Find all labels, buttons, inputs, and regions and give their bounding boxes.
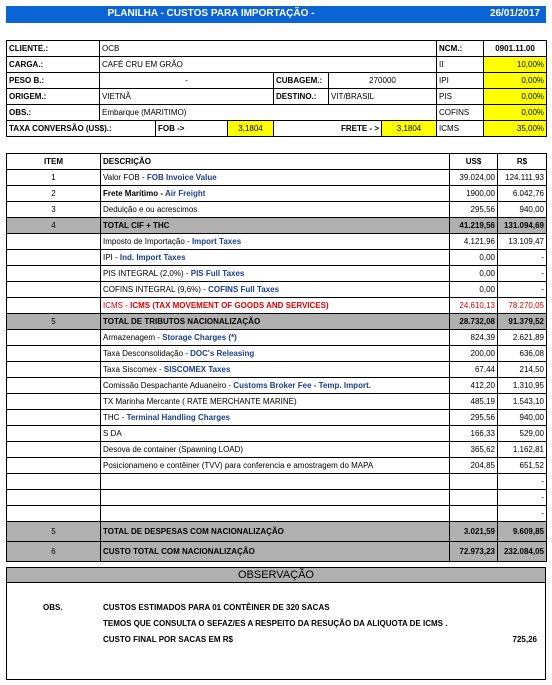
row-usd: 3.021,59 [450, 522, 498, 542]
row-description-en: FOB Invoice Value [146, 172, 217, 182]
row-item: 1 [7, 170, 101, 186]
row-description-en: Storage Charges (*) [162, 332, 237, 342]
row-description-pt: TOTAL CIF + THC [103, 220, 170, 230]
table-row [7, 410, 547, 426]
row-brl: 124.111,93 [498, 170, 547, 186]
row-item: 6 [7, 542, 101, 562]
row-description-pt: Imposto de Importação - [103, 236, 192, 246]
row-brl: 232.084,05 [498, 542, 547, 562]
table-row [7, 234, 547, 250]
row-description-en: Import Taxes [191, 236, 242, 246]
row-description-pt: Armazenagem - [103, 332, 163, 342]
frete-label: FRETE - > [274, 121, 382, 137]
table-row [7, 542, 547, 562]
table-row [7, 362, 547, 378]
table-row [7, 506, 547, 522]
row-usd: 39.024,00 [450, 170, 498, 186]
row-brl: 529,00 [498, 426, 547, 442]
row-description [101, 542, 450, 562]
row-usd: 24.610,13 [450, 298, 498, 314]
row-description-en: ICMS (TAX MOVEMENT OF GOODS AND SERVICES) [130, 300, 329, 310]
cubagem-label: CUBAGEM.: [274, 73, 329, 89]
row-usd: 1900,00 [450, 186, 498, 202]
cliente-value: OCB [100, 41, 437, 57]
row-description [101, 202, 450, 218]
table-row [7, 490, 547, 506]
row-brl: - [498, 282, 547, 298]
row-description [101, 298, 450, 314]
table-row [7, 250, 547, 266]
row-description-pt: Taxa Desconsolidação - [103, 348, 191, 358]
carga-label: CARGA.: [7, 57, 100, 73]
row-usd: 200,00 [450, 346, 498, 362]
row-item [7, 362, 101, 378]
pis-label: PIS [437, 89, 484, 105]
cofins-value: 0,00% [484, 105, 547, 121]
row-description-en: Air Freight [164, 188, 206, 198]
table-row [7, 522, 547, 542]
row-description-pt: PIS INTEGRAL (2,0%) - [103, 268, 191, 278]
row-item [7, 378, 101, 394]
table-row [7, 346, 547, 362]
obs-label: OBS.: [7, 105, 100, 121]
destino-value: VIT/BRASIL [329, 89, 437, 105]
observation-title: OBSERVAÇÃO [7, 568, 545, 583]
table-row [7, 202, 547, 218]
observation-line-1: CUSTOS ESTIMADOS PARA 01 CONTÊINER DE 320 SACAS [103, 603, 330, 612]
row-description [101, 218, 450, 234]
row-item [7, 266, 101, 282]
row-brl: 9.609,85 [498, 522, 547, 542]
row-description-pt: COFINS INTEGRAL (9,6%) - [103, 284, 209, 294]
table-row [7, 298, 547, 314]
row-description-pt: S DA [103, 428, 122, 438]
row-brl: 214,50 [498, 362, 547, 378]
row-description [101, 442, 450, 458]
row-description [101, 394, 450, 410]
row-usd [450, 490, 498, 506]
row-description-en: Ind. Import Taxes [119, 252, 186, 262]
ipi-value: 0,00% [484, 73, 547, 89]
row-usd: 4.121,96 [450, 234, 498, 250]
table-row [7, 218, 547, 234]
col-header-usd: US$ [450, 154, 498, 170]
row-description-en: COFINS Full Taxes [208, 284, 280, 294]
ncm-label: NCM.: [437, 41, 484, 57]
row-item: 3 [7, 202, 101, 218]
row-description-pt: TOTAL DE DESPESAS COM NACIONALIZAÇÃO [103, 526, 284, 536]
row-usd: 28.732,08 [450, 314, 498, 330]
row-usd: 166,33 [450, 426, 498, 442]
row-usd: 365,62 [450, 442, 498, 458]
cliente-label: CLIENTE.: [7, 41, 100, 57]
row-usd: 67,44 [450, 362, 498, 378]
observation-line-2: TEMOS QUE CONSULTA O SEFAZ/ES A RESPEITO DA RESUÇÃO DA ALIQUOTA DE ICMS . [103, 619, 448, 628]
row-brl: - [498, 266, 547, 282]
ipi-label: IPI [437, 73, 484, 89]
row-description-pt: Desova de container (Spawning LOAD) [103, 444, 244, 454]
row-item: 2 [7, 186, 101, 202]
row-description [101, 282, 450, 298]
row-description-pt: CUSTO TOTAL COM NACIONALIZAÇÃO [103, 546, 255, 556]
row-brl: 1.543,10 [498, 394, 547, 410]
row-description-en: PIS Full Taxes [190, 268, 245, 278]
row-item [7, 474, 101, 490]
row-brl: 91.379,52 [498, 314, 547, 330]
row-usd: 41.219,56 [450, 218, 498, 234]
row-description [101, 266, 450, 282]
observation-label: OBS. [43, 603, 63, 612]
obs-value: Embarque (MARITIMO) [100, 105, 437, 121]
taxa-label: TAXA CONVERSÃO (US$).: [7, 121, 156, 137]
row-usd: 0,00 [450, 282, 498, 298]
row-description [101, 250, 450, 266]
row-brl: - [498, 250, 547, 266]
row-item [7, 330, 101, 346]
observation-box [6, 567, 546, 680]
row-item [7, 410, 101, 426]
row-description-pt: ICMS - [103, 300, 131, 310]
row-description-en: Customs Broker Fee - Temp. Import. [233, 380, 371, 390]
row-item [7, 282, 101, 298]
fob-rate: 3,1804 [228, 121, 274, 137]
cost-table [6, 153, 547, 562]
row-brl: - [498, 490, 547, 506]
row-description-en: SISCOMEX Taxes [163, 364, 231, 374]
table-row [7, 266, 547, 282]
row-item: 4 [7, 218, 101, 234]
row-usd: 72.973,23 [450, 542, 498, 562]
observation-value: 725,26 [512, 635, 537, 644]
carga-value: CAFÉ CRU EM GRÃO [100, 57, 437, 73]
table-row [7, 442, 547, 458]
row-description [101, 186, 450, 202]
row-item [7, 458, 101, 474]
row-usd [450, 474, 498, 490]
table-row [7, 378, 547, 394]
row-description-pt: Comissão Despachante Aduaneiro - [103, 380, 234, 390]
row-brl: - [498, 506, 547, 522]
peso-label: PESO B.: [7, 73, 100, 89]
row-description [101, 410, 450, 426]
row-description-pt: TOTAL DE TRIBUTOS NACIONALIZAÇÃO [103, 316, 261, 326]
ii-label: II [437, 57, 484, 73]
col-header-descricao: DESCRIÇÃO [101, 154, 450, 170]
row-item [7, 506, 101, 522]
row-brl: 6.042,76 [498, 186, 547, 202]
row-brl: 940,00 [498, 202, 547, 218]
row-description [101, 362, 450, 378]
row-item [7, 490, 101, 506]
row-brl: 78.270,05 [498, 298, 547, 314]
row-description [101, 330, 450, 346]
cofins-label: COFINS [437, 105, 484, 121]
observation-line-3: CUSTO FINAL POR SACAS EM R$ [103, 635, 233, 644]
table-row [7, 186, 547, 202]
col-header-item: ITEM [7, 154, 101, 170]
row-description-pt: Valor FOB - [103, 172, 147, 182]
row-item [7, 346, 101, 362]
icms-label: ICMS [437, 121, 484, 137]
row-usd: 295,56 [450, 410, 498, 426]
row-brl: 1.162,81 [498, 442, 547, 458]
row-description [101, 490, 450, 506]
row-usd: 204,85 [450, 458, 498, 474]
row-description [101, 314, 450, 330]
row-description [101, 474, 450, 490]
row-description [101, 170, 450, 186]
row-brl: 651,52 [498, 458, 547, 474]
row-item: 5 [7, 522, 101, 542]
row-item [7, 394, 101, 410]
page-title: PLANILHA - CUSTOS PARA IMPORTAÇÃO - [107, 8, 315, 19]
row-description-pt: IPI - [103, 252, 120, 262]
row-usd [450, 506, 498, 522]
row-description-pt: TX Marinha Mercante ( RATE MERCHANTE MARINE) [103, 396, 297, 406]
row-description-pt: Posicionameno e contêiner (TVV) para conferencia e amostragem do MAPA [103, 460, 374, 470]
row-usd: 0,00 [450, 250, 498, 266]
ii-value: 10,00% [484, 57, 547, 73]
cubagem-value: 270000 [329, 73, 437, 89]
table-row [7, 314, 547, 330]
row-item [7, 442, 101, 458]
row-brl: 2.621,89 [498, 330, 547, 346]
row-usd: 0,00 [450, 266, 498, 282]
peso-value: - [100, 73, 274, 89]
row-description-pt: THC - [103, 412, 127, 422]
ncm-value: 0901.11.00 [484, 41, 547, 57]
table-row [7, 474, 547, 490]
row-brl: 13.109,47 [498, 234, 547, 250]
frete-rate: 3,1804 [382, 121, 437, 137]
icms-value: 35,00% [484, 121, 547, 137]
row-brl: 940,00 [498, 410, 547, 426]
row-item [7, 298, 101, 314]
row-usd: 295,56 [450, 202, 498, 218]
header-date: 26/01/2017 [489, 8, 540, 19]
row-brl: 1.310,95 [498, 378, 547, 394]
row-item: 5 [7, 314, 101, 330]
destino-label: DESTINO.: [274, 89, 329, 105]
row-item [7, 234, 101, 250]
table-row [7, 458, 547, 474]
row-brl: - [498, 474, 547, 490]
col-header-brl: R$ [498, 154, 547, 170]
row-description [101, 522, 450, 542]
table-row [7, 282, 547, 298]
row-description-en: Terminal Handling Charges [126, 412, 230, 422]
row-usd: 485,19 [450, 394, 498, 410]
row-description [101, 234, 450, 250]
row-brl: 131.094,69 [498, 218, 547, 234]
table-row [7, 330, 547, 346]
table-row [7, 394, 547, 410]
row-brl: 636,08 [498, 346, 547, 362]
row-usd: 412,20 [450, 378, 498, 394]
origem-label: ORIGEM.: [7, 89, 100, 105]
row-description-pt: Frete Marítimo - [103, 188, 165, 198]
row-description [101, 378, 450, 394]
row-description-pt: Dedulção e ou acrescimos [103, 204, 198, 214]
row-description [101, 346, 450, 362]
pis-value: 0,00% [484, 89, 547, 105]
table-row [7, 426, 547, 442]
row-description [101, 426, 450, 442]
row-description [101, 458, 450, 474]
row-description [101, 506, 450, 522]
info-table [6, 40, 547, 137]
row-description-en: DOC's Releasing [190, 348, 255, 358]
row-description-pt: Taxa Siscomex - [103, 364, 164, 374]
row-item [7, 250, 101, 266]
origem-value: VIETNÃ [100, 89, 274, 105]
row-usd: 824,39 [450, 330, 498, 346]
table-row [7, 170, 547, 186]
row-item [7, 426, 101, 442]
fob-label: FOB -> [156, 121, 228, 137]
header-bar [6, 6, 546, 23]
